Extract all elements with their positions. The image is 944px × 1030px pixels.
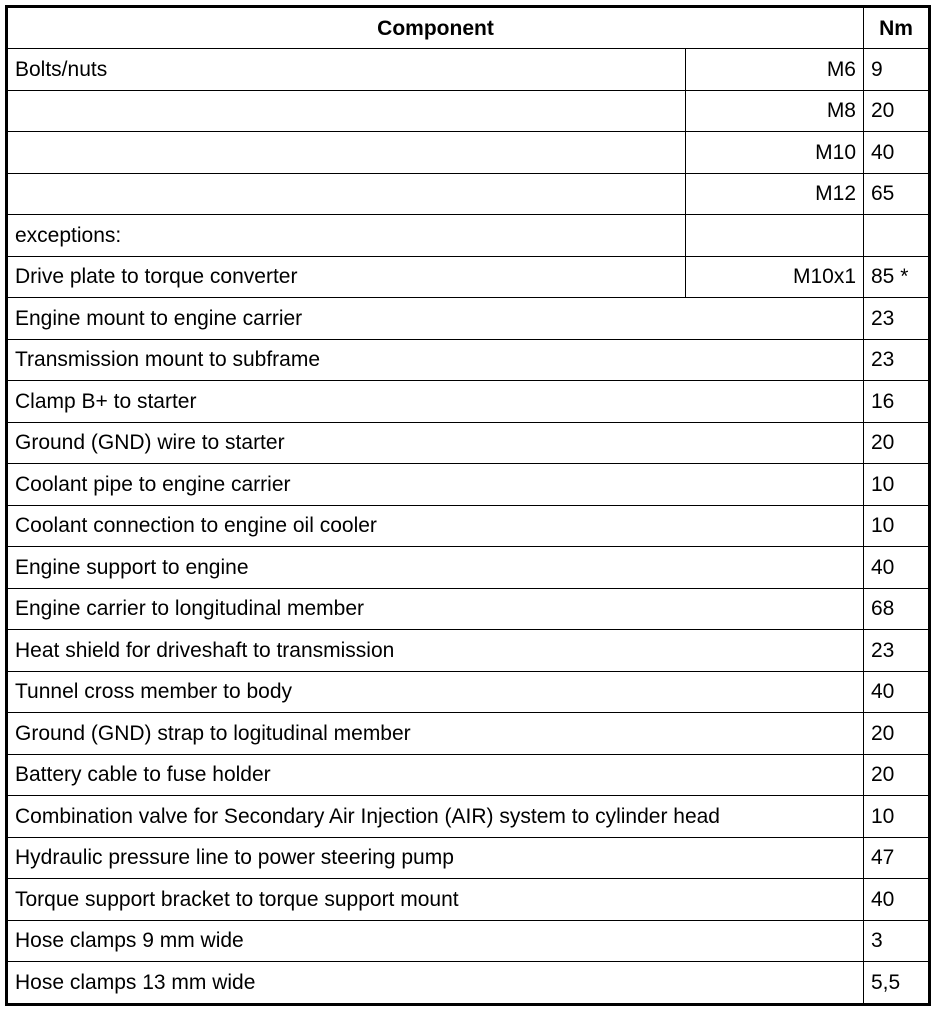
table-row [7, 671, 930, 713]
table-row [7, 920, 930, 962]
component-name: Battery cable to fuse holder [7, 754, 864, 796]
torque-value [864, 215, 930, 257]
table-row [7, 962, 930, 1005]
table-row [7, 256, 930, 298]
table-row [7, 505, 930, 547]
table-row [7, 90, 930, 132]
table-row [7, 588, 930, 630]
component-name: Hose clamps 13 mm wide [7, 962, 864, 1005]
torque-specs-table [5, 5, 931, 1006]
table-row [7, 754, 930, 796]
header-component: Component [7, 7, 864, 49]
table-row [7, 381, 930, 423]
component-name: Coolant pipe to engine carrier [7, 464, 864, 506]
component-name: Coolant connection to engine oil cooler [7, 505, 864, 547]
torque-value: 10 [864, 796, 930, 838]
torque-value: 47 [864, 837, 930, 879]
bolt-size: M12 [686, 173, 864, 215]
torque-value: 5,5 [864, 962, 930, 1005]
table-row [7, 339, 930, 381]
component-name: Ground (GND) wire to starter [7, 422, 864, 464]
torque-value: 20 [864, 90, 930, 132]
torque-value: 85 * [864, 256, 930, 298]
table-row [7, 837, 930, 879]
torque-value: 40 [864, 671, 930, 713]
bolt-size: M6 [686, 49, 864, 91]
torque-value: 40 [864, 132, 930, 174]
table-row [7, 132, 930, 174]
bolt-size: M10 [686, 132, 864, 174]
component-name: Hose clamps 9 mm wide [7, 920, 864, 962]
bolt-label [7, 132, 686, 174]
torque-value: 65 [864, 173, 930, 215]
table-header-row [7, 7, 930, 49]
torque-value: 23 [864, 339, 930, 381]
torque-value: 20 [864, 422, 930, 464]
torque-value: 20 [864, 713, 930, 755]
bolt-label: Bolts/nuts [7, 49, 686, 91]
torque-value: 40 [864, 879, 930, 921]
bolt-label [7, 173, 686, 215]
component-name: Heat shield for driveshaft to transmission [7, 630, 864, 672]
table-row [7, 49, 930, 91]
table-row [7, 173, 930, 215]
table-row [7, 215, 930, 257]
component-name: Torque support bracket to torque support mount [7, 879, 864, 921]
table-row [7, 422, 930, 464]
bolt-size: M8 [686, 90, 864, 132]
table-row [7, 547, 930, 589]
component-name: Engine mount to engine carrier [7, 298, 864, 340]
table-row [7, 464, 930, 506]
torque-value: 3 [864, 920, 930, 962]
table-row [7, 713, 930, 755]
table-row [7, 796, 930, 838]
component-name: Engine carrier to longitudinal member [7, 588, 864, 630]
header-nm: Nm [864, 7, 930, 49]
table-row [7, 298, 930, 340]
component-name: Hydraulic pressure line to power steering pump [7, 837, 864, 879]
torque-value: 16 [864, 381, 930, 423]
component-name: Clamp B+ to starter [7, 381, 864, 423]
table-row [7, 630, 930, 672]
torque-value: 9 [864, 49, 930, 91]
component-name: Combination valve for Secondary Air Injection (AIR) system to cylinder head [7, 796, 864, 838]
bolt-label: Drive plate to torque converter [7, 256, 686, 298]
torque-value: 68 [864, 588, 930, 630]
component-name: Tunnel cross member to body [7, 671, 864, 713]
torque-value: 10 [864, 464, 930, 506]
torque-value: 23 [864, 630, 930, 672]
component-name: Engine support to engine [7, 547, 864, 589]
component-name: Ground (GND) strap to logitudinal member [7, 713, 864, 755]
component-name: Transmission mount to subframe [7, 339, 864, 381]
torque-value: 10 [864, 505, 930, 547]
bolt-label: exceptions: [7, 215, 686, 257]
bolt-label [7, 90, 686, 132]
table-row [7, 879, 930, 921]
torque-value: 23 [864, 298, 930, 340]
torque-value: 20 [864, 754, 930, 796]
bolt-size: M10x1 [686, 256, 864, 298]
bolt-size [686, 215, 864, 257]
torque-value: 40 [864, 547, 930, 589]
